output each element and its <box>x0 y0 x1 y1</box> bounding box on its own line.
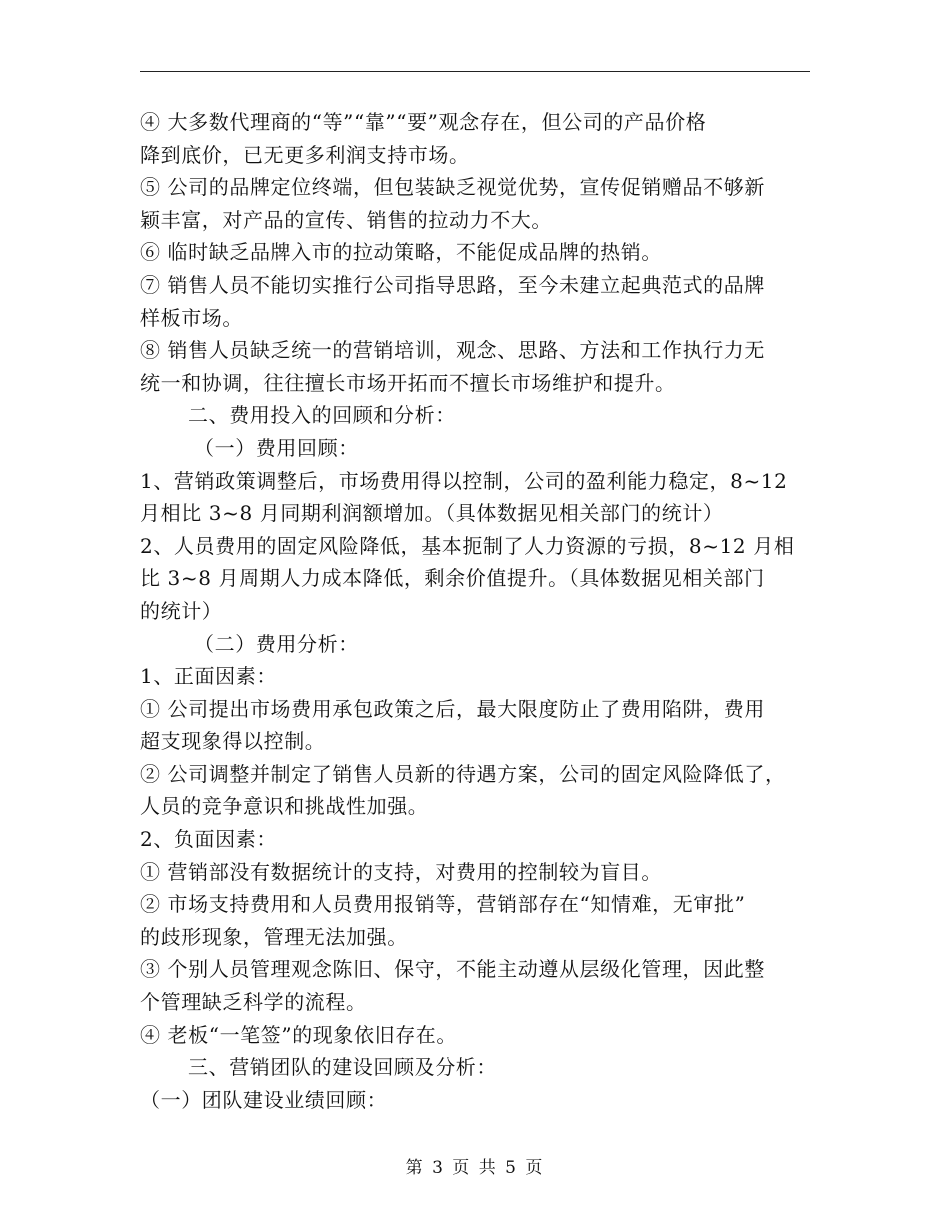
text-line: ② 公司调整并制定了销售人员新的待遇方案，公司的固定风险降低了， <box>140 761 786 786</box>
subsection-heading: （一）费用回顾： <box>194 435 359 460</box>
text-line: 个管理缺乏科学的流程。 <box>140 990 367 1015</box>
text-line: 1、营销政策调整后，市场费用得以控制，公司的盈利能力稳定，8~12 <box>140 468 788 493</box>
section-heading: 二、费用投入的回顾和分析： <box>188 403 456 428</box>
document-body <box>140 106 812 1116</box>
text-line: 的统计） <box>140 598 223 623</box>
text-line: 2、负面因素： <box>140 827 277 852</box>
text-line: 统一和协调，往往擅长市场开拓而不擅长市场维护和提升。 <box>140 370 676 395</box>
text-line: 降到底价，已无更多利润支持市场。 <box>140 142 470 167</box>
page-footer: 第 3 页 共 5 页 <box>405 1158 545 1178</box>
text-line: ④ 大多数代理商的“等”“靠”“要”观念存在，但公司的产品价格 <box>140 110 707 134</box>
text-line: 颖丰富，对产品的宣传、销售的拉动力不大。 <box>140 207 552 232</box>
text-line: ⑧ 销售人员缺乏统一的营销培训，观念、思路、方法和工作执行力无 <box>140 338 765 363</box>
text-line: ③ 个别人员管理观念陈旧、保守，不能主动遵从层级化管理，因此整 <box>140 957 765 982</box>
text-line: 1、正面因素： <box>140 664 277 689</box>
text-line: ⑤ 公司的品牌定位终端，但包装缺乏视觉优势，宣传促销赠品不够新 <box>140 175 765 200</box>
text-line: ① 营销部没有数据统计的支持，对费用的控制较为盲目。 <box>140 859 662 884</box>
text-line: 样板市场。 <box>140 305 243 330</box>
text-line: 比 3~8 月周期人力成本降低，剩余价值提升。（具体数据见相关部门 <box>140 566 765 591</box>
text-line: 2、人员费用的固定风险降低，基本扼制了人力资源的亏损，8~12 月相 <box>140 533 795 558</box>
text-line: ④ 老板“一笔签”的现象依旧存在。 <box>140 1022 458 1047</box>
text-line: ⑦ 销售人员不能切实推行公司指导思路，至今未建立起典范式的品牌 <box>140 272 765 297</box>
text-line: ① 公司提出市场费用承包政策之后，最大限度防止了费用陷阱，费用 <box>140 696 765 721</box>
text-line: 月相比 3~8 月同期利润额增加。（具体数据见相关部门的统计） <box>140 501 724 526</box>
text-line: 超支现象得以控制。 <box>140 729 326 754</box>
header-rule <box>140 71 810 72</box>
subsection-heading: （一）团队建设业绩回顾： <box>140 1087 388 1112</box>
section-heading: 三、营销团队的建设回顾及分析： <box>188 1055 497 1080</box>
text-line: 人员的竞争意识和挑战性加强。 <box>140 794 429 819</box>
subsection-heading: （二）费用分析： <box>194 631 359 656</box>
text-line: ② 市场支持费用和人员费用报销等，营销部存在“知情难，无审批” <box>140 892 746 917</box>
text-line: 的歧形现象，管理无法加强。 <box>140 924 408 949</box>
text-line: ⑥ 临时缺乏品牌入市的拉动策略，不能促成品牌的热销。 <box>140 240 662 265</box>
